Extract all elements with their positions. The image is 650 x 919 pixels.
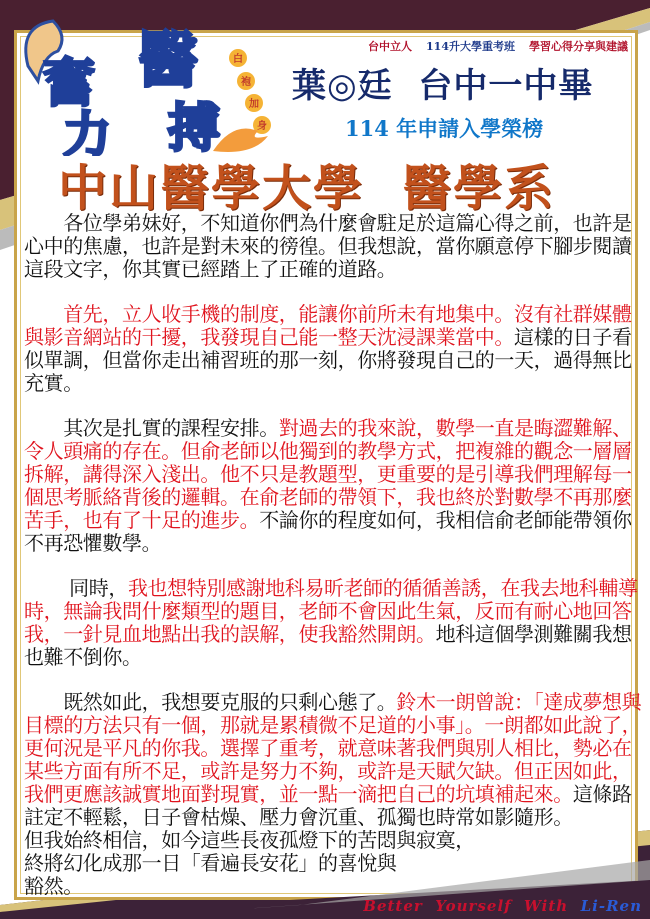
highlighted-text: 與影音網站的干擾，我發現自己能一整天沈浸課業當中。 [24,325,514,349]
highlighted-text: 拆解，講得深入淺出。他不只是教題型，更重要的是引導我們理解每一 [24,462,632,486]
student-name: 葉◎廷 台中一中畢 [292,66,594,106]
text-line [24,258,634,281]
body-text: 同時， [24,576,128,600]
svg-text:加: 加 [249,99,259,110]
text-line [24,486,634,509]
text-line [24,372,634,395]
school-department: 中山醫學大學 醫學系 [58,159,556,217]
tagline [368,38,628,54]
text-line [24,737,634,760]
highlighted-text: 時，無論我問什麼類型的題目，老師不會因此生氣，反而有耐心地回答 [24,599,632,623]
highlighted-text: 鈴木一朗曾說：「達成夢想與 [396,690,642,714]
body-text: 似單調，但當你走出補習班的那一刻，你將發現自己的一天，過得無比 [24,348,632,372]
svg-text:醫: 醫 [138,26,198,96]
paragraph-gap [24,669,634,691]
body-text: 但我始終相信，如今這些長夜孤燈下的苦悶與寂寞， [24,828,475,852]
tagline-school: 台中立人 [368,40,413,53]
svg-text:袍: 袍 [241,77,251,88]
highlighted-text: 我們更應該誠實地面對現實，並一點一滴把自己的坑填補起來。 [24,782,573,806]
highlighted-text: 某些方面有所不足，或許是努力不夠，或許是天賦欠缺。但正因如此， [24,759,632,783]
highlighted-text: 首先，立人收手機的制度，能讓你前所未有地集中。沒有社群媒體 [63,302,632,326]
slogan-brand: Li-Ren [580,897,642,915]
body-text: 心中的焦慮，也許是對未來的徬徨。但我想說，當你願意停下腳步閱讀 [24,234,632,258]
text-line [24,532,634,555]
paragraph-gap [24,281,634,303]
text-line [24,463,634,486]
body-text: 不論你的程度如何，我相信俞老師能帶領你 [259,508,632,532]
footer-slogan [363,897,642,915]
body-text: 不再恐懼數學。 [24,531,162,555]
body-text: 地科這個學測難關我想 [435,622,632,646]
text-line [24,852,634,875]
text-line [24,349,634,372]
svg-text:搏: 搏 [168,99,221,156]
text-line [24,829,634,852]
text-line [24,303,634,326]
svg-text:身: 身 [257,121,267,132]
text-line [24,623,634,646]
body-text: 也難不倒你。 [24,645,142,669]
svg-text:奮: 奮 [43,54,96,114]
svg-text:白: 白 [233,54,243,65]
body-text: 充實。 [24,371,83,395]
honor-title: 114 年申請入學榮榜 [345,116,544,141]
highlighted-text: 我，一針見血地點出我的誤解，使我豁然開朗。 [24,622,436,646]
text-line [24,690,642,714]
body-text: 既然如此，我想要克服的只剩心態了。 [24,690,397,714]
slogan-text: Better Yourself With [363,897,581,915]
highlighted-text: 個思考脈絡背後的邏輯。在俞老師的帶領下，我也終於對數學不再那麼 [24,485,632,509]
highlighted-text: 一朗都如此說了， [484,713,642,737]
body-text: 各位學弟妹好，不知道你們為什麼會駐足於這篇心得之前，也許是 [24,211,632,235]
paragraph-gap [24,555,634,577]
text-line [24,212,634,235]
body-text: 這條路 [572,782,632,806]
body-text: 這段文字，你其實已經踏上了正確的道路。 [24,257,397,281]
highlighted-text: 更何況是平凡的你我。選擇了重考，就意味著我們與別人相比，勢必在 [24,736,632,760]
body-text: 註定不輕鬆，日子會枯燥、壓力會沉重、孤獨也時常如影隨形。 [24,805,573,829]
text-line [24,600,634,623]
svg-text:力: 力 [63,107,112,156]
text-line [24,806,634,829]
tagline-topic: 學習心得分享與建議 [529,40,628,53]
testimonial-body [24,211,642,898]
text-line [24,440,634,463]
text-line [24,783,634,806]
text-line [24,760,634,783]
text-line [24,326,634,349]
body-text: 這樣的日子看 [514,325,632,349]
highlighted-text: 對過去的我來說，數學一直是晦澀難解、 [278,416,632,440]
text-line [24,235,634,258]
highlighted-text: 苦手，也有了十足的進步。 [24,508,260,532]
body-text: 豁然。 [24,874,83,898]
tagline-program: 114升大學重考班 [426,40,515,53]
text-line [24,646,634,669]
fenli-yibo-logo [8,6,308,156]
highlighted-text: 目標的方法只有一個，那就是累積微不足道的小事」。 [24,713,485,737]
text-line [24,417,634,440]
text-line [24,509,634,532]
body-text: 終將幻化成那一日「看遍長安花」的喜悅與 [24,851,397,875]
highlighted-text: 我也想特別感謝地科易昕老師的循循善誘，在我去地科輔導 [127,576,638,600]
highlighted-text: 令人頭痛的存在。但俞老師以他獨到的教學方式，把複雜的觀念一層層 [24,439,632,463]
body-text: 其次是扎實的課程安排。 [24,416,279,440]
text-line [24,713,642,737]
paragraph-gap [24,395,634,417]
body-text [24,302,63,326]
text-line [24,576,638,600]
text-line [24,875,634,898]
